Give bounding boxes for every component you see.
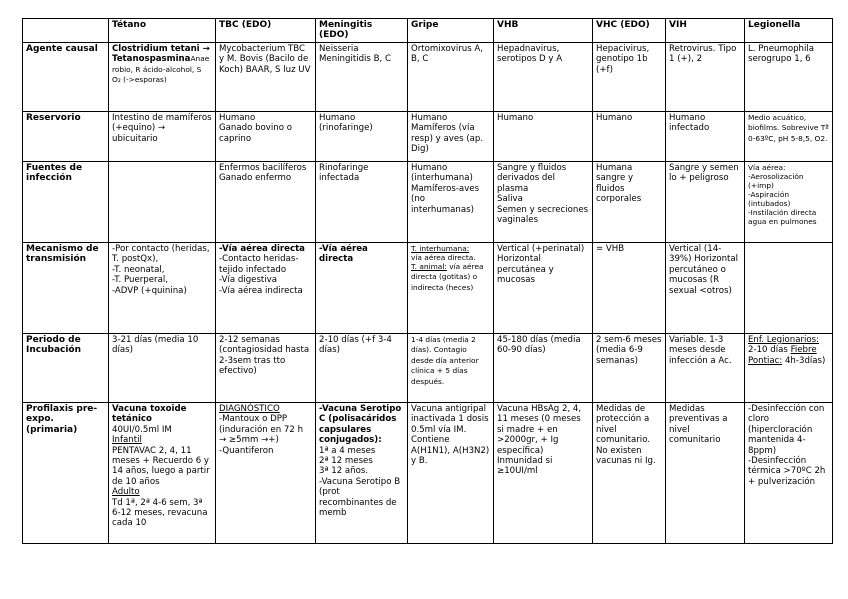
cell-text: -Desinfección térmica >70ºC 2h + pulverización	[748, 456, 826, 487]
cell-text: Ortomixovirus A, B, C	[411, 44, 484, 65]
table-cell	[316, 403, 408, 544]
row-label: Periodo de Incubación	[23, 334, 109, 403]
cell-text: 1ª a 4 meses	[319, 445, 376, 456]
table-body	[23, 43, 833, 544]
table-cell	[408, 403, 494, 544]
table-cell	[216, 403, 316, 544]
table-cell	[745, 43, 833, 112]
cell-text: Humano (interhumana) Mamíferos-aves (no interhumanas)	[411, 163, 480, 215]
table-cell	[216, 334, 316, 403]
header-cell-vhc: VHC (EDO)	[593, 19, 666, 43]
cell-text: -Vacuna Serotipo C (polisacáridos capsulares conjugados):	[319, 404, 402, 446]
cell-text: Sangre y fluidos derivados del plasma	[497, 163, 567, 194]
cell-text: Humano infectado	[669, 113, 710, 134]
row-label: Reservorio	[23, 112, 109, 162]
cell-text: Intestino de mamíferos (+equino) → ubicuitario	[112, 113, 212, 144]
cell-text: -Instilación directa agua en pulmones	[748, 208, 817, 226]
cell-text: Infantil	[112, 435, 142, 446]
cell-text: T. interhumana:	[411, 244, 470, 253]
table-cell	[666, 243, 745, 334]
cell-text: T. animal:	[411, 262, 447, 271]
table-cell	[109, 162, 216, 243]
cell-text: Retrovirus. Tipo 1 (+), 2	[669, 44, 737, 65]
cell-text: -Vía aérea directa	[319, 244, 368, 265]
table-row-fuentes	[23, 162, 833, 243]
cell-text: Hepacivirus, genotipo 1b (+f)	[596, 44, 650, 75]
table-row-agente-causal	[23, 43, 833, 112]
cell-text: 1-4 días (media 2 días). Contagio desde día anterior clínica + 5 días después.	[411, 335, 479, 386]
cell-text: Ganado enfermo	[219, 173, 292, 184]
cell-text: -Vía digestiva	[219, 275, 278, 286]
table-cell	[666, 43, 745, 112]
cell-text: -Aerosolización (+imp)	[748, 172, 804, 190]
cell-text: Vacuna HBsAg 2, 4, 11 meses (0 meses si madre + en >2000gr, + Ig específica) Inmunidad si ≥10UI/ml	[497, 404, 582, 477]
cell-text: -Vacuna Serotipo B (prot recombinantes de memb	[319, 476, 401, 519]
cell-text: PENTAVAC 2, 4, 11 meses + Recuerdo 6 y 14 años, luego a partir de 10 años	[112, 445, 210, 487]
table-cell	[666, 403, 745, 544]
table-row-reservorio	[23, 112, 833, 162]
table-cell	[593, 243, 666, 334]
cell-text: Neisseria Meningitidis B, C	[319, 44, 391, 65]
cell-text: Semen y secreciones vaginales	[497, 204, 589, 226]
cell-text: -Aspiración (intubados)	[748, 190, 791, 208]
table-cell	[745, 112, 833, 162]
cell-text: Enfermos bacilíferos	[219, 163, 307, 173]
table-cell	[316, 112, 408, 162]
cell-text: 2 sem-6 meses (media 6-9 semanas)	[596, 335, 662, 366]
cell-text: vía aérea directa.	[411, 253, 476, 262]
cell-text: Humano	[219, 113, 256, 123]
cell-text: L. Pneumophila serogrupo 1, 6	[748, 44, 815, 65]
document-page	[22, 18, 832, 544]
table-cell	[494, 162, 593, 243]
table-cell	[109, 243, 216, 334]
cell-text: Mamíferos (vía resp) y aves (ap. Dig)	[411, 123, 484, 155]
header-cell-tetano: Tétano	[109, 19, 216, 43]
cell-text: = VHB	[596, 244, 625, 254]
header-cell-legionella: Legionella	[745, 19, 833, 43]
cell-text: -Quantiferon	[219, 445, 274, 456]
table-cell	[109, 43, 216, 112]
table-cell	[494, 43, 593, 112]
cell-text: Humano	[596, 113, 633, 123]
cell-text: No existen vacunas ni Ig.	[596, 445, 656, 467]
cell-text: Humano	[497, 113, 534, 123]
table-cell	[408, 334, 494, 403]
cell-text: 40UI/0.5ml IM	[112, 424, 172, 435]
cell-text: -Vía aérea indirecta	[219, 285, 303, 296]
cell-text: Enf. Legionarios:	[748, 335, 820, 345]
table-row-profilaxis	[23, 403, 833, 544]
row-label: Mecanismo de transmisión	[23, 243, 109, 334]
table-cell	[316, 162, 408, 243]
cell-text: Vacuna antigripal inactivada 1 dosis 0.5ml vía IM. Contiene A(H1N1), A(H3N2) y B.	[411, 404, 490, 467]
cell-text: Vía aérea:	[748, 163, 786, 172]
cell-text: Medidas de protección a nivel comunitario.	[596, 404, 651, 446]
cell-text: Clostridium tetani → Tetanospasmina	[112, 44, 210, 65]
cell-text: Variable. 1-3 meses desde infección a Ac.	[669, 335, 732, 366]
cell-text: -Mantoux o DPP (induración en 72 h → ≥5mm →+)	[219, 414, 304, 446]
cell-text: -T. neonatal,	[112, 264, 165, 275]
table-cell	[216, 243, 316, 334]
table-cell	[109, 334, 216, 403]
table-cell	[593, 334, 666, 403]
cell-text: Ganado bovino o caprino	[219, 123, 292, 144]
table-cell	[408, 162, 494, 243]
table-cell	[408, 43, 494, 112]
cell-text: -Desinfección con cloro (hipercloración mantenida 4-8ppm)	[748, 404, 825, 456]
cell-text: Humano	[411, 113, 448, 123]
table-cell	[593, 43, 666, 112]
table-cell	[745, 334, 833, 403]
cell-text: Medio acuático, biofilms. Sobrevive Tª 0-63ºC, pH 5-8,5, O2.	[748, 113, 829, 143]
cell-text: Td 1ª, 2ª 4-6 sem, 3ª 6-12 meses, revacuna cada 10	[112, 497, 208, 529]
table-row-mecanismo	[23, 243, 833, 334]
cell-text: 45-180 días (media 60-90 días)	[497, 335, 581, 356]
cell-text: Fiebre Pontiac:	[748, 345, 817, 366]
table-cell	[316, 334, 408, 403]
cell-text: -Vía aérea directa	[219, 244, 305, 254]
cell-text: Rinofaringe infectada	[319, 163, 369, 184]
cell-text: -Contacto heridas-tejido infectado	[219, 254, 299, 275]
cell-text: Sangre y semen lo + peligroso	[669, 163, 739, 184]
cell-text: Vacuna toxoide tetánico	[112, 404, 187, 425]
table-cell	[408, 112, 494, 162]
header-cell-meningitis: Meningitis (EDO)	[316, 19, 408, 43]
cell-text: 3-21 días (media 10 días)	[112, 335, 199, 356]
table-cell	[494, 403, 593, 544]
header-cell-vhb: VHB	[494, 19, 593, 43]
cell-text: Anaerobio, R ácido-alcohol, S O₂ (->esporas)	[112, 54, 210, 85]
table-cell	[109, 112, 216, 162]
cell-text: 4h-3días)	[782, 355, 826, 366]
table-cell	[745, 243, 833, 334]
header-row	[23, 19, 833, 43]
header-cell-gripe: Gripe	[408, 19, 494, 43]
cell-text: Mycobacterium TBC y M. Bovis (Bacilo de Koch) BAAR, S luz UV	[219, 44, 311, 75]
header-cell-tbc: TBC (EDO)	[216, 19, 316, 43]
cell-text: Medidas preventivas a nivel comunitario	[669, 404, 728, 446]
header-cell-corner	[23, 19, 109, 43]
table-cell	[109, 403, 216, 544]
table-cell	[316, 43, 408, 112]
table-cell	[316, 243, 408, 334]
table-cell	[745, 162, 833, 243]
cell-text: DIAGNÓSTICO	[219, 404, 280, 414]
cell-text: 2-12 semanas (contagiosidad hasta 2-3sem tras tto efectivo)	[219, 335, 310, 377]
table-cell	[494, 334, 593, 403]
table-cell	[216, 43, 316, 112]
table-cell	[494, 112, 593, 162]
cell-text: Vertical (+perinatal) Horizontal percutánea y mucosas	[497, 244, 585, 286]
table-cell	[666, 112, 745, 162]
cell-text: Hepadnavirus, serotipos D y A	[497, 44, 563, 65]
row-label: Agente causal	[23, 43, 109, 112]
cell-text: -ADVP (+quinina)	[112, 285, 187, 296]
table-cell	[216, 162, 316, 243]
header-cell-vih: VIH	[666, 19, 745, 43]
table-cell	[494, 243, 593, 334]
cell-text: Vertical (14-39%) Horizontal percutáneo o mucosas (R sexual <otros)	[669, 244, 739, 296]
row-label: Profilaxis pre-expo. (primaria)	[23, 403, 109, 544]
table-cell	[408, 243, 494, 334]
table-cell	[666, 334, 745, 403]
table-cell	[593, 112, 666, 162]
table-cell	[593, 403, 666, 544]
cell-text: -T. Puerperal,	[112, 275, 168, 286]
cell-text: 2-10 días (+f 3-4 días)	[319, 335, 392, 356]
cell-text: -Por contacto (heridas, T. postQx),	[112, 244, 210, 265]
table-cell	[666, 162, 745, 243]
cell-text: 3ª 12 años.	[319, 466, 369, 477]
table-row-incubacion	[23, 334, 833, 403]
cell-text: 2ª 12 meses	[319, 456, 373, 467]
cell-text: Adulto	[112, 487, 140, 498]
cell-text: 2-10 días	[748, 345, 791, 356]
cell-text: Saliva	[497, 194, 523, 205]
disease-comparison-table	[22, 18, 833, 544]
cell-text: vía aérea directa (gotitas) o indirecta (heces)	[411, 262, 484, 292]
cell-text: Humano (rinofaringe)	[319, 113, 373, 134]
row-label: Fuentes de infección	[23, 162, 109, 243]
table-cell	[593, 162, 666, 243]
table-cell	[745, 403, 833, 544]
cell-text: Humana sangre y fluidos corporales	[596, 163, 642, 205]
table-cell	[216, 112, 316, 162]
